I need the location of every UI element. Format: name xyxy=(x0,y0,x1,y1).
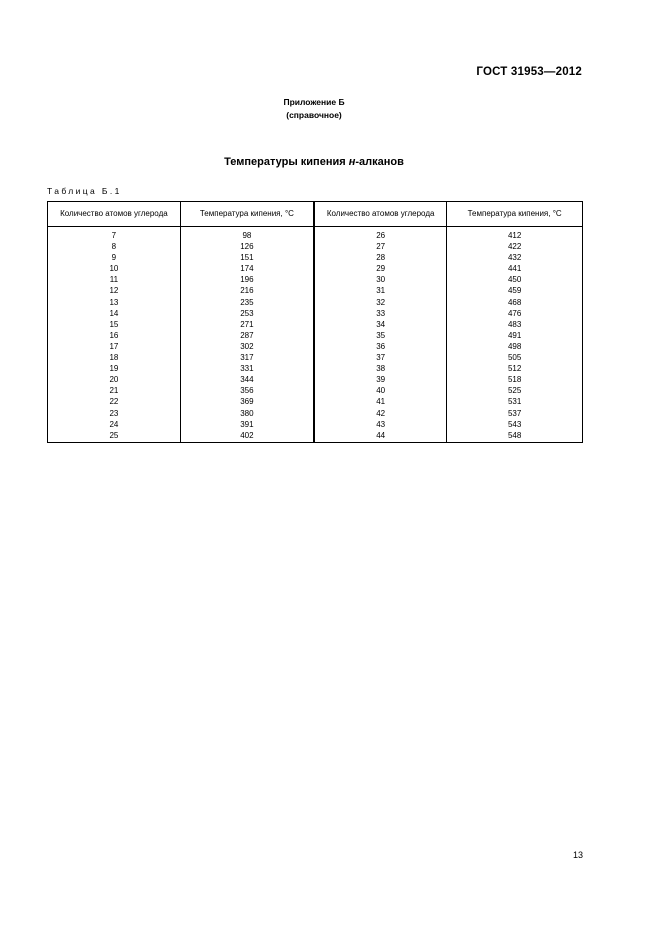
table-cell: 37 xyxy=(314,352,447,363)
table-cell: 14 xyxy=(48,308,181,319)
table-cell: 35 xyxy=(314,330,447,341)
table-cell: 216 xyxy=(180,285,314,296)
table-cell: 483 xyxy=(447,319,583,330)
table-row xyxy=(48,419,583,430)
table-cell: 24 xyxy=(48,419,181,430)
table-cell: 422 xyxy=(447,241,583,252)
page-number: 13 xyxy=(572,850,583,860)
table-cell: 12 xyxy=(48,285,181,296)
table-cell: 25 xyxy=(48,430,181,443)
table-cell: 43 xyxy=(314,419,447,430)
table-row xyxy=(48,363,583,374)
table-cell: 23 xyxy=(48,408,181,419)
appendix-heading xyxy=(0,96,628,122)
table-cell: 44 xyxy=(314,430,447,443)
table-row xyxy=(48,341,583,352)
table-row xyxy=(48,430,583,443)
table-cell: 518 xyxy=(447,374,583,385)
table-cell: 331 xyxy=(180,363,314,374)
table-row xyxy=(48,241,583,252)
table-cell: 31 xyxy=(314,285,447,296)
table-cell: 151 xyxy=(180,252,314,263)
table-body xyxy=(48,227,583,443)
table-cell: 287 xyxy=(180,330,314,341)
table-cell: 38 xyxy=(314,363,447,374)
table-cell: 505 xyxy=(447,352,583,363)
table-cell: 491 xyxy=(447,330,583,341)
table-row xyxy=(48,297,583,308)
table-cell: 369 xyxy=(180,396,314,407)
table-row xyxy=(48,252,583,263)
table-cell: 441 xyxy=(447,263,583,274)
table-cell: 531 xyxy=(447,396,583,407)
table-row xyxy=(48,274,583,285)
table-cell: 17 xyxy=(48,341,181,352)
table-cell: 271 xyxy=(180,319,314,330)
table-cell: 39 xyxy=(314,374,447,385)
table-cell: 253 xyxy=(180,308,314,319)
table-row xyxy=(48,396,583,407)
table-caption: Таблица Б.1 xyxy=(47,186,122,196)
table-cell: 7 xyxy=(48,227,181,242)
table-cell: 302 xyxy=(180,341,314,352)
table-cell: 317 xyxy=(180,352,314,363)
header-cell: Температура кипения, °С xyxy=(180,202,314,227)
table-cell: 10 xyxy=(48,263,181,274)
table-cell: 380 xyxy=(180,408,314,419)
table-cell: 34 xyxy=(314,319,447,330)
table-cell: 20 xyxy=(48,374,181,385)
table-cell: 22 xyxy=(48,396,181,407)
table-cell: 13 xyxy=(48,297,181,308)
table-header-row xyxy=(48,202,583,227)
table-row xyxy=(48,319,583,330)
table-cell: 196 xyxy=(180,274,314,285)
table-cell: 9 xyxy=(48,252,181,263)
table-row xyxy=(48,408,583,419)
table-cell: 21 xyxy=(48,385,181,396)
table-cell: 26 xyxy=(314,227,447,242)
table-cell: 98 xyxy=(180,227,314,242)
table-row xyxy=(48,308,583,319)
table-cell: 459 xyxy=(447,285,583,296)
table-cell: 27 xyxy=(314,241,447,252)
table-cell: 8 xyxy=(48,241,181,252)
table-cell: 11 xyxy=(48,274,181,285)
table-cell: 28 xyxy=(314,252,447,263)
table-row xyxy=(48,352,583,363)
table-cell: 356 xyxy=(180,385,314,396)
table-cell: 32 xyxy=(314,297,447,308)
table-row xyxy=(48,374,583,385)
table-cell: 36 xyxy=(314,341,447,352)
table-cell: 126 xyxy=(180,241,314,252)
table-row xyxy=(48,385,583,396)
table-cell: 525 xyxy=(447,385,583,396)
table-row xyxy=(48,330,583,341)
table-cell: 16 xyxy=(48,330,181,341)
boiling-points-table xyxy=(47,201,583,443)
table-cell: 391 xyxy=(180,419,314,430)
title-suffix: -алканов xyxy=(355,156,404,168)
table-cell: 450 xyxy=(447,274,583,285)
table-cell: 33 xyxy=(314,308,447,319)
header-cell: Количество атомов углерода xyxy=(314,202,447,227)
table-cell: 19 xyxy=(48,363,181,374)
table-cell: 41 xyxy=(314,396,447,407)
appendix-label: Приложение Б xyxy=(283,97,345,107)
table-cell: 30 xyxy=(314,274,447,285)
table-cell: 29 xyxy=(314,263,447,274)
table-cell: 174 xyxy=(180,263,314,274)
table-cell: 548 xyxy=(447,430,583,443)
title-italic: н xyxy=(348,156,356,168)
table-cell: 432 xyxy=(447,252,583,263)
table-cell: 468 xyxy=(447,297,583,308)
table-cell: 40 xyxy=(314,385,447,396)
table-cell: 344 xyxy=(180,374,314,385)
table-cell: 512 xyxy=(447,363,583,374)
appendix-kind: (справочное) xyxy=(286,110,342,120)
table-row xyxy=(48,285,583,296)
document-title xyxy=(0,156,628,168)
table-row xyxy=(48,227,583,242)
header-cell: Температура кипения, °С xyxy=(447,202,583,227)
table-cell: 42 xyxy=(314,408,447,419)
table-cell: 18 xyxy=(48,352,181,363)
document-code: ГОСТ 31953—2012 xyxy=(476,66,582,78)
title-prefix: Температуры кипения xyxy=(224,156,349,168)
table-cell: 402 xyxy=(180,430,314,443)
table-cell: 412 xyxy=(447,227,583,242)
table-cell: 498 xyxy=(447,341,583,352)
table-cell: 235 xyxy=(180,297,314,308)
table-row xyxy=(48,263,583,274)
table-cell: 476 xyxy=(447,308,583,319)
table-cell: 537 xyxy=(447,408,583,419)
table-cell: 543 xyxy=(447,419,583,430)
table-cell: 15 xyxy=(48,319,181,330)
header-cell: Количество атомов углерода xyxy=(48,202,181,227)
